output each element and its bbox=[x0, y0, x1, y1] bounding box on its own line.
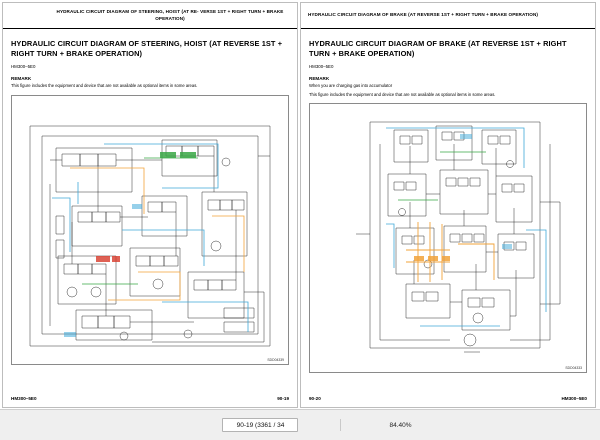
remark-note-left: This figure includes the equipment and device that are not available as optional items in some areas. bbox=[11, 83, 198, 89]
page-title-left: HYDRAULIC CIRCUIT DIAGRAM OF STEERING, HOIST (AT REVERSE 1ST + RIGHT TURN + BRAKE OPERATION) bbox=[11, 39, 283, 58]
zoom-in-button[interactable] bbox=[366, 420, 378, 431]
remark-note2-right: This figure includes the equipment and device that are not available as optional items in some areas. bbox=[309, 91, 496, 97]
next-page-button[interactable] bbox=[303, 420, 315, 431]
page-header-right-text: HYDRAULIC CIRCUIT DIAGRAM OF BRAKE (AT REVERSE 1ST + RIGHT TURN + BRAKE OPERATION) bbox=[307, 12, 539, 18]
page-footer-left bbox=[3, 391, 297, 407]
page-number-input[interactable] bbox=[222, 418, 298, 432]
page-body-right bbox=[301, 29, 595, 391]
document-page-left[interactable] bbox=[2, 2, 298, 408]
remark-note-right: When you are charging gas into accumulator bbox=[309, 83, 393, 89]
remark-label-left: REMARK bbox=[11, 75, 32, 81]
page-title-right: HYDRAULIC CIRCUIT DIAGRAM OF BRAKE (AT REVERSE 1ST + RIGHT TURN + BRAKE OPERATION) bbox=[309, 39, 567, 58]
last-page-button[interactable] bbox=[320, 420, 332, 431]
drawing-number-right: SDD04333 bbox=[565, 366, 582, 371]
first-page-button[interactable] bbox=[188, 420, 200, 431]
page-body-left bbox=[3, 29, 297, 391]
zoom-level-label[interactable]: 84.40% bbox=[389, 421, 412, 429]
hydraulic-diagram-right[interactable] bbox=[309, 103, 587, 373]
footer-pagenum-left: 90-19 bbox=[277, 395, 289, 401]
model-number-right: HM300–5E0 bbox=[309, 63, 334, 69]
page-footer-right bbox=[301, 391, 595, 407]
remark-label-right: REMARK bbox=[309, 75, 330, 81]
footer-model-left: HM300–5E0 bbox=[11, 395, 37, 401]
viewer-toolbar[interactable] bbox=[0, 409, 600, 440]
model-number-left: HM300–5E0 bbox=[11, 63, 36, 69]
page-header-right bbox=[301, 3, 595, 29]
drawing-number-left: SDD04339 bbox=[267, 357, 284, 362]
hydraulic-diagram-left[interactable] bbox=[11, 95, 289, 365]
footer-model-right: HM300–5E0 bbox=[561, 395, 587, 401]
zoom-out-button[interactable] bbox=[349, 420, 361, 431]
footer-pagenum-right: 90-20 bbox=[309, 395, 321, 401]
document-page-right[interactable] bbox=[300, 2, 596, 408]
page-header-left-text: HYDRAULIC CIRCUIT DIAGRAM OF STEERING, HOIST (AT RE- VERSE 1ST + RIGHT TURN + BRAKE OPERATION) bbox=[56, 8, 284, 21]
toolbar-separator bbox=[340, 419, 341, 431]
previous-page-button[interactable] bbox=[205, 420, 217, 431]
page-number-value: 90-19 (3361 / 34 bbox=[236, 421, 285, 429]
page-header-left bbox=[3, 3, 297, 29]
